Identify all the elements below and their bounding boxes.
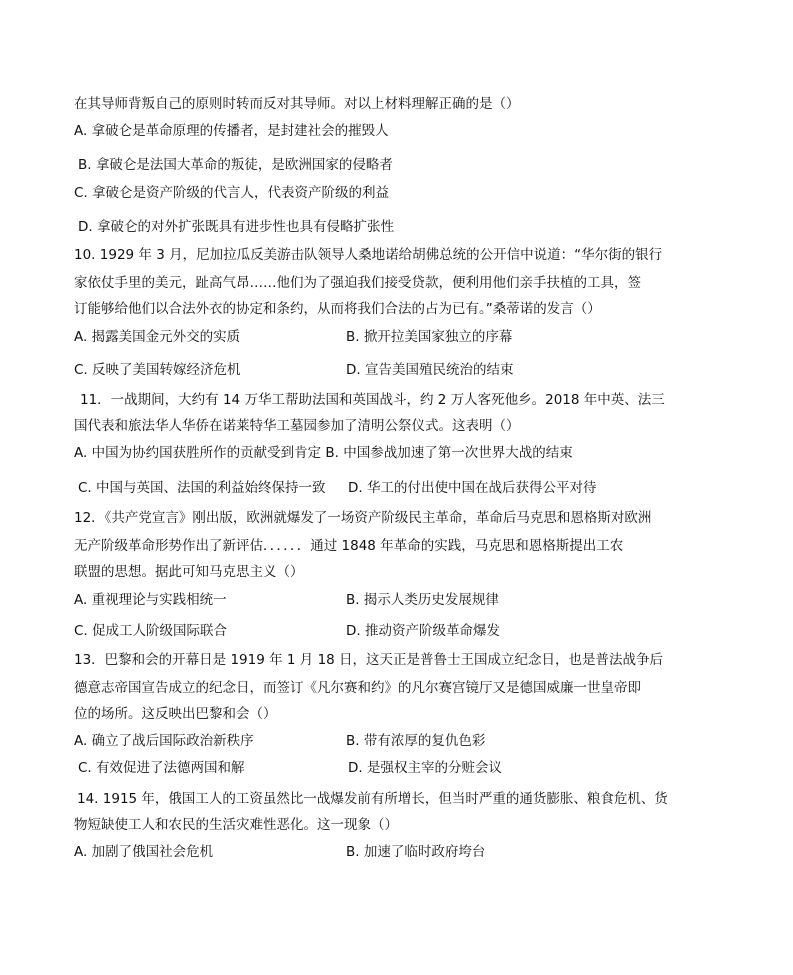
q14-option-b: B. 加速了临时政府垮台 bbox=[346, 844, 486, 860]
q12-stem-line-1: 12．《共产党宣言》刚出版，欧洲就爆发了一场资产阶级民主革命，革命后马克思和恩格斯对欧洲 bbox=[74, 510, 652, 526]
q11-stem-line-1: 11．一战期间，大约有 14 万华工帮助法国和英国战斗，约 2 万人客死他乡。2018 年中英、法三 bbox=[80, 392, 665, 408]
q14-stem-line-1: 14. 1915 年，俄国工人的工资虽然比一战爆发前有所增长，但当时严重的通货膨胀、粮食危机、货 bbox=[77, 791, 668, 807]
q12-option-b: B. 揭示人类历史发展规律 bbox=[346, 592, 499, 608]
q11-option-d: D. 华工的付出使中国在战后获得公平对待 bbox=[348, 480, 597, 496]
q10-stem-line-1: 10. 1929 年 3 月，尼加拉瓜反美游击队领导人桑地诺给胡佛总统的公开信中说道：“华尔街的银行 bbox=[74, 247, 663, 263]
q12-option-d: D. 推动资产阶级革命爆发 bbox=[346, 623, 500, 639]
q10-option-b: B. 掀开拉美国家独立的序幕 bbox=[346, 329, 513, 345]
q10-stem-line-2: 家依仗手里的美元，趾高气昂……他们为了强迫我们接受贷款，便利用他们亲手扶植的工具，签 bbox=[74, 275, 641, 291]
q13-option-c: C. 有效促进了法德两国和解 bbox=[78, 760, 245, 776]
q12-option-a: A. 重视理论与实践相统一 bbox=[74, 592, 227, 608]
q10-stem-line-3: 订能够给他们以合法外衣的协定和条约，从而将我们合法的占为已有。”桑蒂诺的发言（） bbox=[74, 301, 601, 317]
q9-option-c: C. 拿破仑是资产阶级的代言人，代表资产阶级的利益 bbox=[74, 185, 390, 201]
q12-stem-line-2: 无产阶级革命形势作出了新评估．．．．．．通过 1848 年革命的实践，马克思和恩格斯提出工农 bbox=[74, 538, 624, 554]
q12-stem-line-3: 联盟的思想。据此可知马克思主义（） bbox=[74, 564, 304, 580]
q11-option-c: C. 中国与英国、法国的利益始终保持一致 bbox=[78, 480, 326, 496]
q13-option-b: B. 带有浓厚的复仇色彩 bbox=[346, 733, 486, 749]
q10-option-c: C. 反映了美国转嫁经济危机 bbox=[74, 362, 241, 378]
q14-stem-line-2: 物短缺使工人和农民的生活灾难性恶化。这一现象（） bbox=[74, 817, 398, 833]
q13-stem-line-3: 位的场所。这反映出巴黎和会（） bbox=[74, 706, 277, 722]
q13-option-d: D. 是强权主宰的分赃会议 bbox=[348, 760, 502, 776]
question-9-stem-tail: 在其导师背叛自己的原则时转而反对其导师。对以上材料理解正确的是（） bbox=[74, 96, 520, 112]
q12-option-c: C. 促成工人阶级国际联合 bbox=[74, 623, 228, 639]
q14-option-a: A. 加剧了俄国社会危机 bbox=[74, 844, 214, 860]
q13-stem-line-1: 13．巴黎和会的开幕日是 1919 年 1 月 18 日，这天正是普鲁士王国成立纪念日，也是普法战争后 bbox=[74, 652, 664, 668]
q9-option-d: D. 拿破仑的对外扩张既具有进步性也具有侵略扩张性 bbox=[78, 219, 394, 235]
q13-stem-line-2: 德意志帝国宣告成立的纪念日，而签订《凡尔赛和约》的凡尔赛宫镜厅又是德国威廉一世皇帝即 bbox=[74, 680, 641, 696]
q9-option-a: A. 拿破仑是革命原理的传播者，是封建社会的摧毁人 bbox=[74, 123, 389, 139]
q10-option-a: A. 揭露美国金元外交的实质 bbox=[74, 329, 241, 345]
q13-option-a: A. 确立了战后国际政治新秩序 bbox=[74, 733, 254, 749]
q10-option-d: D. 宣告美国殖民统治的结束 bbox=[346, 362, 514, 378]
q9-option-b: B. 拿破仑是法国大革命的叛徒，是欧洲国家的侵略者 bbox=[78, 157, 393, 173]
q11-stem-line-2: 国代表和旅法华人华侨在诺莱特华工墓园参加了清明公祭仪式。这表明（） bbox=[74, 418, 520, 434]
q11-option-ab: A. 中国为协约国获胜所作的贡献受到肯定 B. 中国参战加速了第一次世界大战的结束 bbox=[74, 445, 573, 461]
